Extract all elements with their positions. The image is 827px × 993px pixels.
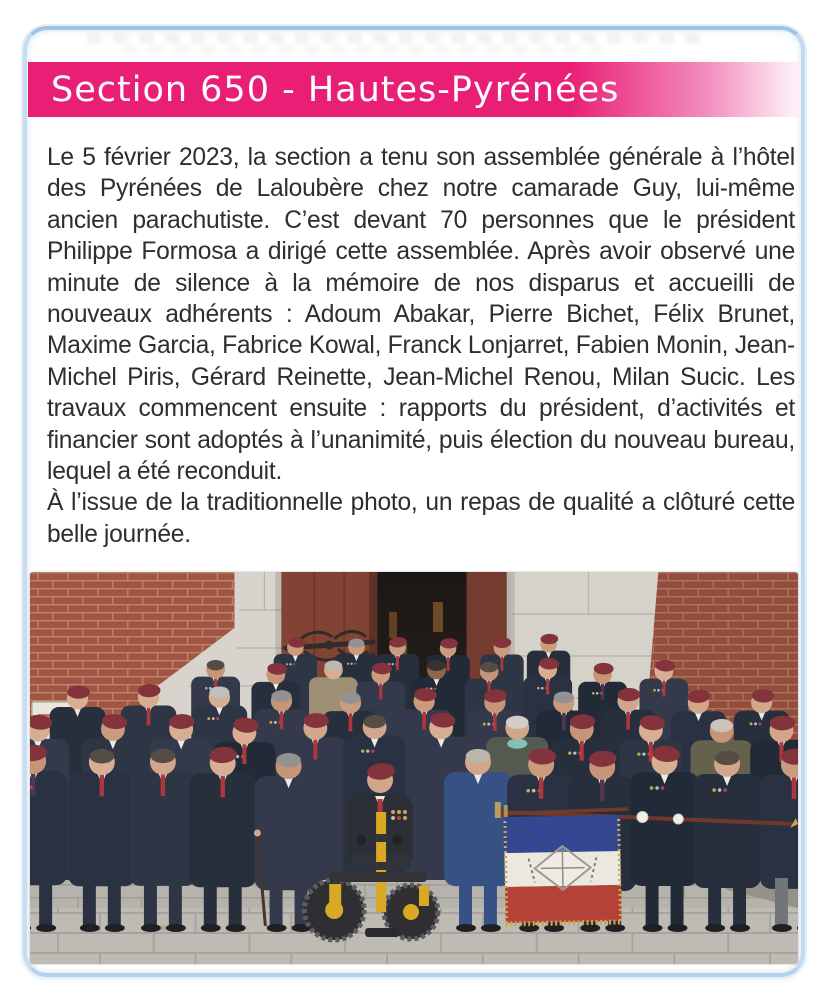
article-paragraph-2: À l’issue de la traditionnelle photo, un repas de qualité a clôturé cette belle journée. — [47, 489, 795, 548]
article-paragraph-1: Le 5 février 2023, la section a tenu son assemblée générale à l’hôtel des Pyrénées de Laloubère chez notre camarade Guy, lui-même ancien parachutiste. C’est devant 70 personnes que le président Philippe Formosa a dirigé cette assemblée. Après avoir observé une minute de silence à la mémoire de nos disparus et accueilli de nouveaux adhérents : Adoum Abakar, Pierre Bichet, Félix Brunet, Maxime Garcia, Fabrice Kowal, Franck Lonjarret, Fabien Monin, Jean-Michel Piris, Gérard Reinette, Jean-Michel Renou, Milan Sucic. Les travaux commencent ensuite : rapports du président, d’activités et financier sont adoptés à l’unanimité, puis élection du nouveau bureau, lequel a été reconduit. — [47, 144, 795, 486]
section-title: Section 650 - Hautes-Pyrénées — [51, 69, 620, 110]
page-frame — [23, 26, 805, 977]
showthrough-ghost-text — [87, 34, 707, 43]
group-photo-illustration — [30, 572, 798, 964]
group-photo — [30, 572, 798, 964]
article-text — [47, 142, 795, 572]
showthrough-ghost-text — [122, 45, 602, 54]
section-header-banner — [28, 62, 800, 117]
photo-haze — [30, 572, 798, 964]
